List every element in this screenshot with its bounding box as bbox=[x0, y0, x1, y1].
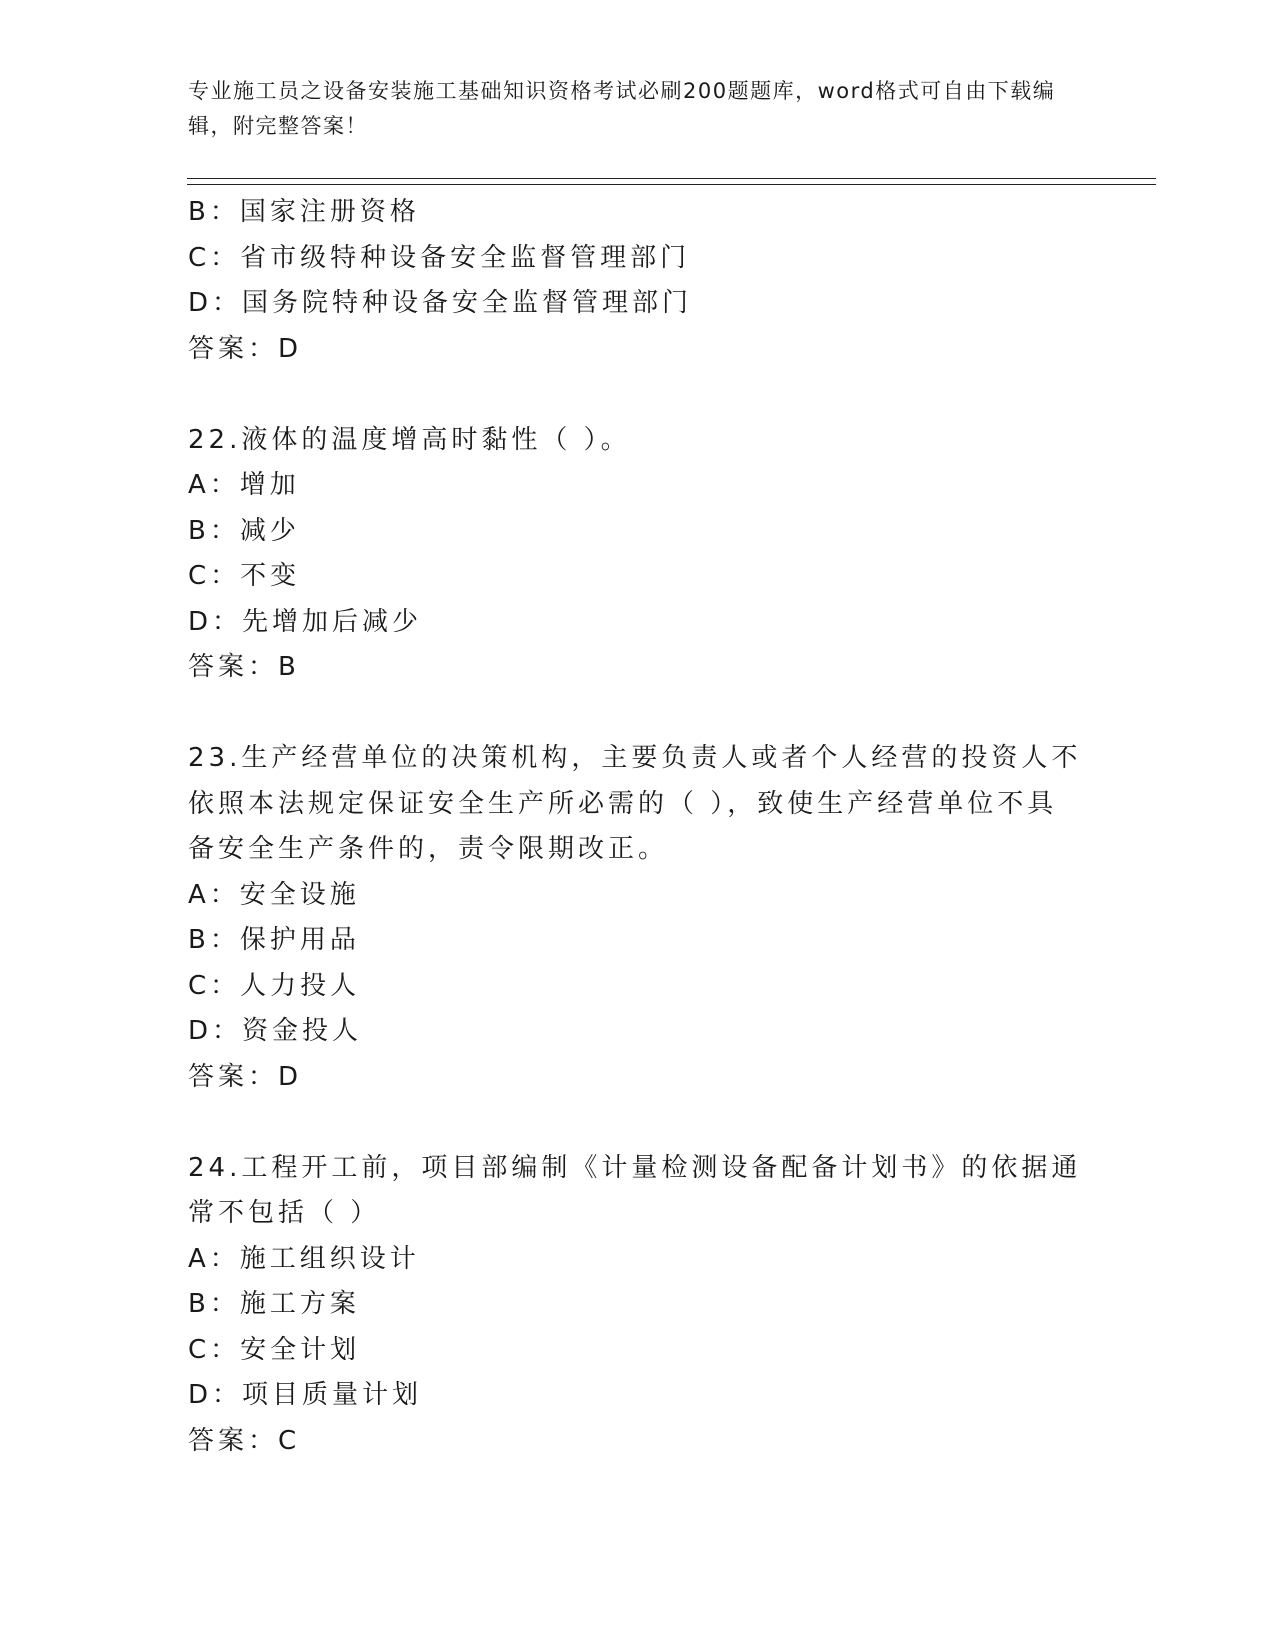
option-c: C：不变 bbox=[188, 561, 301, 591]
option-c: C：省市级特种设备安全监督管理部门 bbox=[188, 242, 691, 273]
option-d: D：资金投人 bbox=[188, 1016, 363, 1046]
question-stem: 22.液体的温度增高时黏性（ ）。 bbox=[188, 424, 631, 455]
question-22 bbox=[188, 418, 1083, 691]
option-b: B：减少 bbox=[188, 515, 300, 546]
question-fragment bbox=[188, 190, 1083, 372]
spacer bbox=[188, 372, 1083, 418]
option-a: A：增加 bbox=[188, 470, 300, 500]
question-24 bbox=[188, 1146, 1083, 1465]
answer: 答案：D bbox=[188, 333, 303, 364]
document-header: 专业施工员之设备安装施工基础知识资格考试必刷200题题库，word格式可自由下载编辑，附完整答案！ bbox=[188, 79, 1056, 138]
option-c: C：安全计划 bbox=[188, 1334, 361, 1365]
question-stem: 24.工程开工前，项目部编制《计量检测设备配备计划书》的依据通常不包括（ ） bbox=[188, 1152, 1082, 1228]
option-b: B：施工方案 bbox=[188, 1289, 360, 1319]
header-rule-bottom bbox=[187, 184, 1156, 185]
answer: 答案：D bbox=[188, 1061, 303, 1092]
option-b: B：保护用品 bbox=[188, 925, 360, 955]
option-d: D：项目质量计划 bbox=[188, 1380, 423, 1410]
option-b: B：国家注册资格 bbox=[188, 197, 420, 227]
answer: 答案：C bbox=[188, 1425, 301, 1456]
answer: 答案：B bbox=[188, 652, 300, 682]
header-rule-top bbox=[187, 178, 1156, 179]
option-a: A：安全设施 bbox=[188, 879, 360, 910]
question-list bbox=[188, 190, 1083, 1464]
spacer bbox=[188, 1100, 1083, 1146]
option-c: C：人力投人 bbox=[188, 970, 361, 1001]
option-d: D：国务院特种设备安全监督管理部门 bbox=[188, 288, 693, 318]
option-a: A：施工组织设计 bbox=[188, 1243, 420, 1274]
option-d: D：先增加后减少 bbox=[188, 606, 423, 637]
question-stem: 23.生产经营单位的决策机构，主要负责人或者个人经营的投资人不依照本法规定保证安全生产所必需的（ ），致使生产经营单位不具备安全生产条件的，责令限期改正。 bbox=[188, 743, 1082, 864]
question-23 bbox=[188, 736, 1083, 1100]
spacer bbox=[188, 691, 1083, 737]
